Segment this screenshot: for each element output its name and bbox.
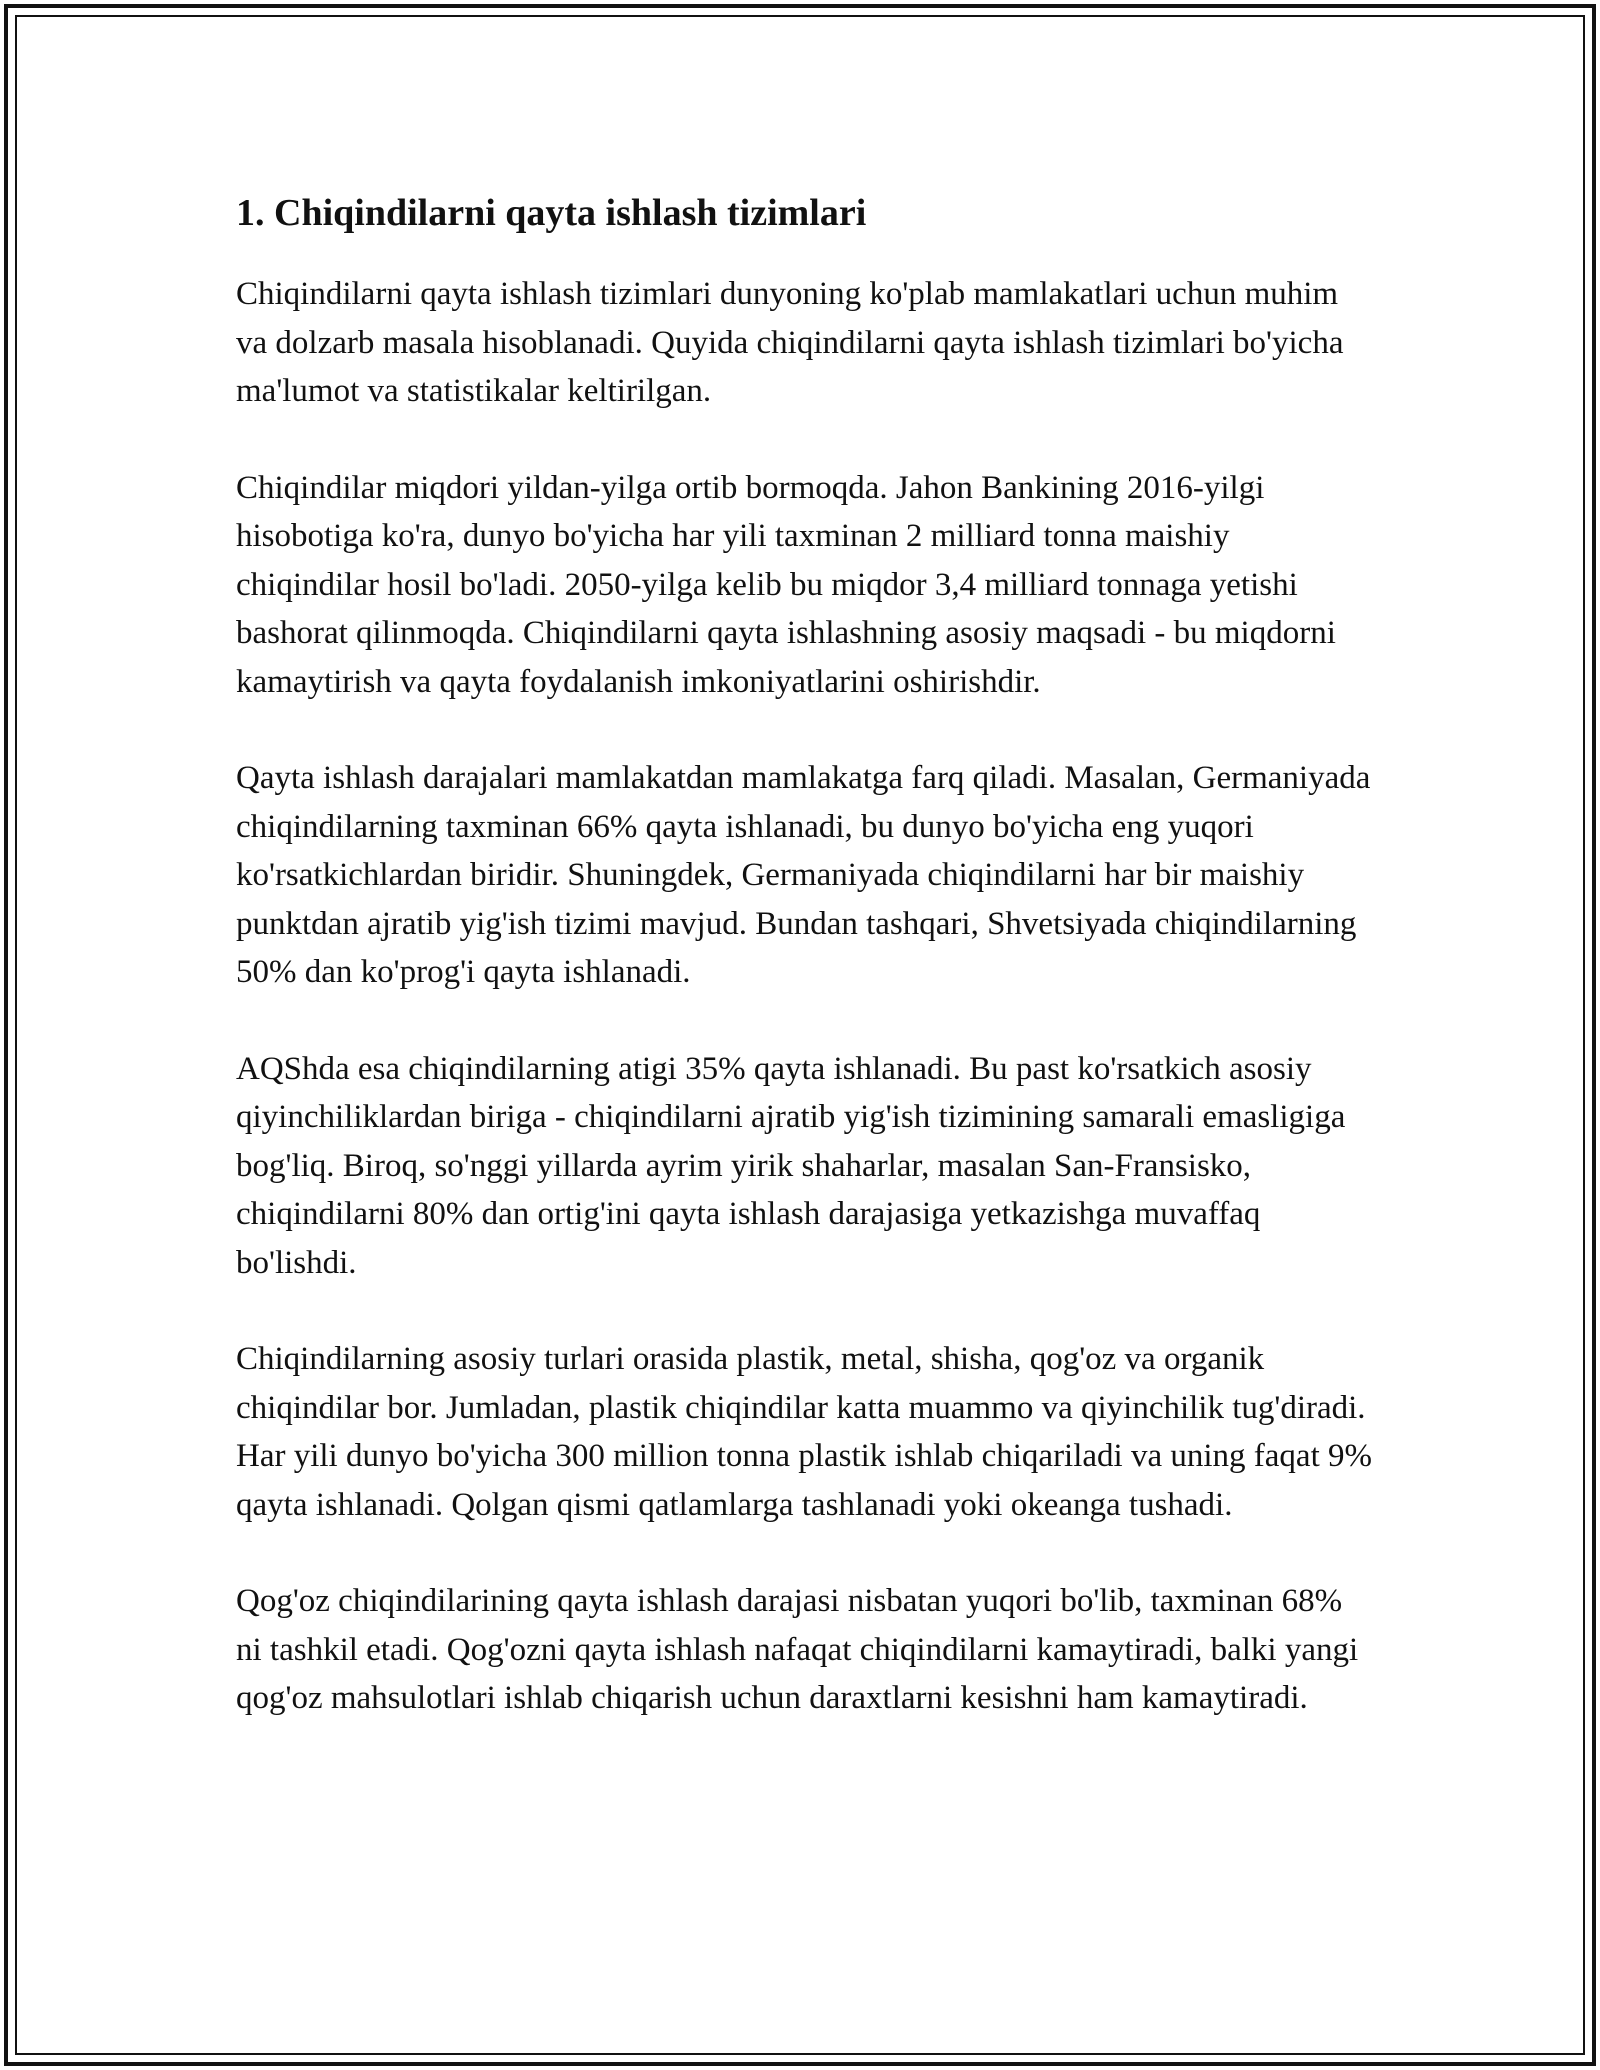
- paragraph-intro: Chiqindilarni qayta ishlash tizimlari dunyoning ko'plab mamlakatlari uchun muhim va dolzarb masala hisoblanadi. Quyida chiqindilarni qayta ishlash tizimlari bo'yicha ma'lumot va statistikalar keltirilgan.: [236, 276, 1344, 409]
- paragraph-waste-types: Chiqindilarning asosiy turlari orasida plastik, metal, shisha, qog'oz va organik chiqindilar bor. Jumladan, plastik chiqindilar katta muammo va qiyinchilik tug'diradi. Har yili dunyo bo'yicha 300 million tonna plastik ishlab chiqariladi va uning faqat 9% qayta ishlanadi. Qolgan qismi qatlamlarga tashlanadi yoki okeanga tushadi.: [236, 1341, 1372, 1523]
- paragraph-waste-volume: Chiqindilar miqdori yildan-yilga ortib bormoqda. Jahon Bankining 2016-yilgi hisobotiga ko'ra, dunyo bo'yicha har yili taxminan 2 milliard tonna maishiy chiqindilar hosil bo'ladi. 2050-yilga kelib bu miqdor 3,4 milliard tonnaga yetishi bashorat qilinmoqda. Chiqindilarni qayta ishlashning asosiy maqsadi - bu miqdorni kamaytirish va qayta foydalanish imkoniyatlarini oshirishdir.: [236, 469, 1336, 700]
- document-body: [236, 180, 1376, 1771]
- paragraph-paper: Qog'oz chiqindilarining qayta ishlash darajasi nisbatan yuqori bo'lib, taxminan 68% ni tashkil etadi. Qog'ozni qayta ishlash nafaqat chiqindilarni kamaytiradi, balki yangi qog'oz mahsulotlari ishlab chiqarish uchun daraxtlarni kesishni ham kamaytiradi.: [236, 1583, 1359, 1716]
- paragraph-recycling-rates: Qayta ishlash darajalari mamlakatdan mamlakatga farq qiladi. Masalan, Germaniyada chiqindilarning taxminan 66% qayta ishlanadi, bu dunyo bo'yicha eng yuqori ko'rsatkichlardan biridir. Shuningdek, Germaniyada chiqindilarni har bir maishiy punktdan ajratib yig'ish tizimi mavjud. Bundan tashqari, Shvetsiyada chiqindilarning 50% dan ko'prog'i qayta ishlanadi.: [236, 760, 1371, 990]
- section-heading: 1. Chiqindilarni qayta ishlash tizimlari: [236, 192, 867, 234]
- paragraph-usa: AQShda esa chiqindilarning atigi 35% qayta ishlanadi. Bu past ko'rsatkich asosiy qiyinchiliklardan biriga - chiqindilarni ajratib yig'ish tizimining samarali emasligiga bog'liq. Biroq, so'nggi yillarda ayrim yirik shaharlar, masalan San-Fransisko, chiqindilarni 80% dan ortig'ini qayta ishlash darajasiga yetkazishga muvaffaq bo'lishdi.: [236, 1050, 1346, 1281]
